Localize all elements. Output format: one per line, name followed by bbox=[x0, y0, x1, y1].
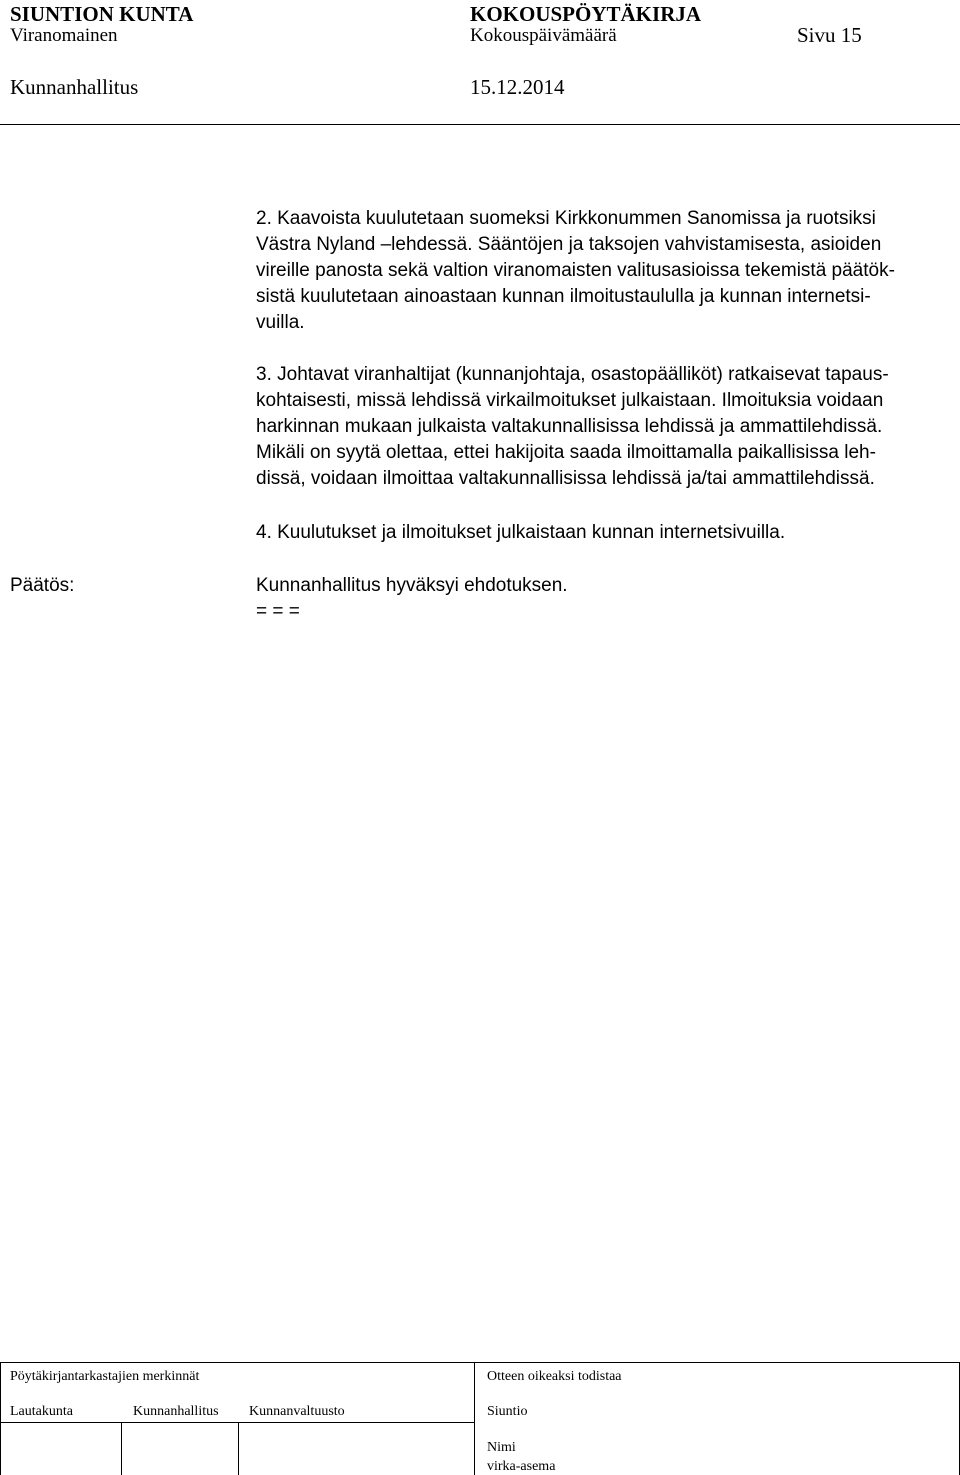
item-3-line: Mikäli on syytä olettaa, ettei hakijoita saada ilmoittamalla paikallisissa leh- bbox=[256, 442, 876, 463]
header-divider bbox=[0, 124, 960, 125]
item-2-line: vuilla. bbox=[256, 312, 305, 333]
footer-col-divider-1 bbox=[121, 1422, 122, 1475]
item-3-line: dissä, voidaan ilmoittaa valtakunnallisissa lehdissä ja/tai ammattilehdissä. bbox=[256, 468, 875, 489]
decision-label: Päätös: bbox=[10, 575, 75, 596]
footer-row-divider bbox=[0, 1422, 474, 1423]
certified-label: Otteen oikeaksi todistaa bbox=[487, 1369, 622, 1384]
meeting-date-value: 15.12.2014 bbox=[470, 75, 565, 99]
authority-value: Kunnanhallitus bbox=[10, 75, 139, 99]
item-2-line: sistä kuulutetaan ainoastaan kunnan ilmoitustaululla ja kunnan internetsi- bbox=[256, 286, 871, 307]
item-3-line: harkinnan mukaan julkaista valtakunnallisissa lehdissä ja ammattilehdissä. bbox=[256, 416, 883, 437]
meeting-date-label: Kokouspäivämäärä bbox=[470, 25, 617, 46]
item-2-line: 2. Kaavoista kuulutetaan suomeksi Kirkkonummen Sanomissa ja ruotsiksi bbox=[256, 208, 876, 229]
item-3-paragraph bbox=[256, 362, 946, 492]
decision-line: Kunnanhallitus hyväksyi ehdotuksen. bbox=[256, 575, 568, 596]
item-4-paragraph bbox=[256, 520, 946, 546]
col-kunnanvaltuusto: Kunnanvaltuusto bbox=[249, 1404, 345, 1419]
reviewers-label: Pöytäkirjantarkastajien merkinnät bbox=[10, 1369, 200, 1384]
footer-middle-divider bbox=[474, 1362, 475, 1475]
doc-type: KOKOUSPÖYTÄKIRJA bbox=[470, 2, 702, 26]
item-2-line: vireille panosta sekä valtion viranomaisten valitusasioissa tekemistä päätök- bbox=[256, 260, 895, 281]
authority-label: Viranomainen bbox=[10, 25, 118, 46]
name-label: Nimi bbox=[487, 1440, 516, 1455]
footer-col-divider-2 bbox=[238, 1422, 239, 1475]
item-3-line: kohtaisesti, missä lehdissä virkailmoitukset julkaistaan. Ilmoituksia voidaan bbox=[256, 390, 884, 411]
col-kunnanhallitus: Kunnanhallitus bbox=[133, 1404, 219, 1419]
footer-left-border bbox=[0, 1362, 1, 1475]
item-3-line: 3. Johtavat viranhaltijat (kunnanjohtaja, osastopäälliköt) ratkaisevat tapaus- bbox=[256, 364, 889, 385]
item-2-paragraph bbox=[256, 206, 946, 336]
position-label: virka-asema bbox=[487, 1459, 556, 1474]
col-lautakunta: Lautakunta bbox=[10, 1404, 73, 1419]
footer-top-border bbox=[0, 1362, 960, 1363]
org-name: SIUNTION KUNTA bbox=[10, 2, 194, 26]
end-marker: = = = bbox=[256, 601, 300, 622]
page-number: Sivu 15 bbox=[797, 23, 862, 47]
item-4-line: 4. Kuulutukset ja ilmoitukset julkaistaan kunnan internetsivuilla. bbox=[256, 522, 786, 543]
item-2-line: Västra Nyland –lehdessä. Sääntöjen ja taksojen vahvistamisesta, asioiden bbox=[256, 234, 882, 255]
decision-text bbox=[256, 573, 946, 625]
place: Siuntio bbox=[487, 1404, 528, 1419]
footer-signature-table bbox=[0, 1362, 960, 1475]
